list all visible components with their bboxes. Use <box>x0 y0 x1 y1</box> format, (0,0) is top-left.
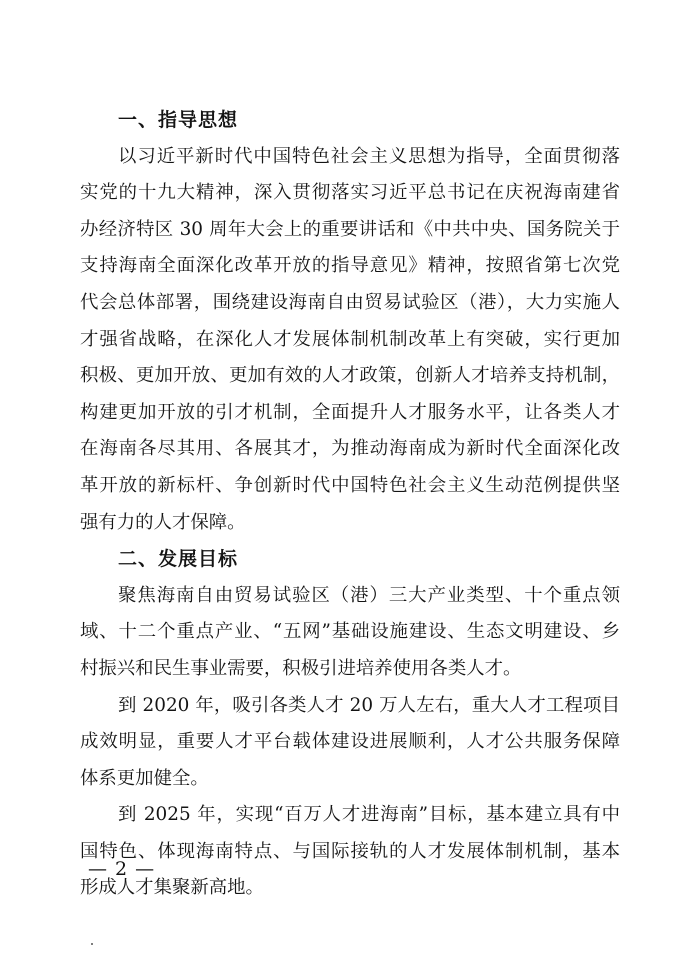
text-line: 成效明显，重要人才平台载体建设进展顺利，人才公共服务保障 <box>80 731 620 753</box>
text-line: 支持海南全面深化改革开放的指导意见》精神，按照省第七次党 <box>80 255 620 277</box>
text-line: 以习近平新时代中国特色社会主义思想为指导，全面贯彻落 <box>118 145 620 167</box>
text-line: 革开放的新标杆、争创新时代中国特色社会主义生动范例提供坚 <box>80 474 620 496</box>
text-line: 域、十二个重点产业、“五网”基础设施建设、生态文明建设、乡 <box>80 621 620 643</box>
document-body <box>80 102 620 907</box>
section-heading-development-goals: 二、发展目标 <box>118 548 239 571</box>
text-line: 体系更加健全。 <box>80 767 209 789</box>
text-line: 到 2025 年，实现“百万人才进海南”目标，基本建立具有中 <box>118 804 620 826</box>
text-line: 构建更加开放的引才机制，全面提升人才服务水平，让各类人才 <box>80 401 620 423</box>
text-line: 办经济特区 30 周年大会上的重要讲话和《中共中央、国务院关于 <box>80 218 620 240</box>
text-line: 聚焦海南自由贸易试验区（港）三大产业类型、十个重点领 <box>118 584 620 606</box>
scan-speck <box>91 943 93 945</box>
development-goals-paragraph-2020 <box>80 688 620 798</box>
text-line: 实党的十九大精神，深入贯彻落实习近平总书记在庆祝海南建省 <box>80 182 620 204</box>
page-number: — 2 — <box>88 858 156 880</box>
text-line: 形成人才集聚新高地。 <box>80 877 264 899</box>
guiding-ideology-paragraph <box>80 139 620 542</box>
text-line: 在海南各尽其用、各展其才，为推动海南成为新时代全面深化改 <box>80 438 620 460</box>
development-goals-paragraph-2025 <box>80 797 620 907</box>
text-line: 才强省战略，在深化人才发展体制机制改革上有突破，实行更加 <box>80 328 620 350</box>
development-goals-paragraph-focus <box>80 578 620 688</box>
text-line: 强有力的人才保障。 <box>80 511 246 533</box>
text-line: 村振兴和民生事业需要，积极引进培养使用各类人才。 <box>80 657 522 679</box>
text-line: 到 2020 年，吸引各类人才 20 万人左右，重大人才工程项目 <box>118 694 620 716</box>
section-heading-guiding-ideology: 一、指导思想 <box>118 109 239 131</box>
text-line: 国特色、体现海南特点、与国际接轨的人才发展体制机制，基本 <box>80 840 620 862</box>
text-line: 代会总体部署，围绕建设海南自由贸易试验区（港），大力实施人 <box>80 291 620 313</box>
text-line: 积极、更加开放、更加有效的人才政策，创新人才培养支持机制， <box>80 365 620 387</box>
